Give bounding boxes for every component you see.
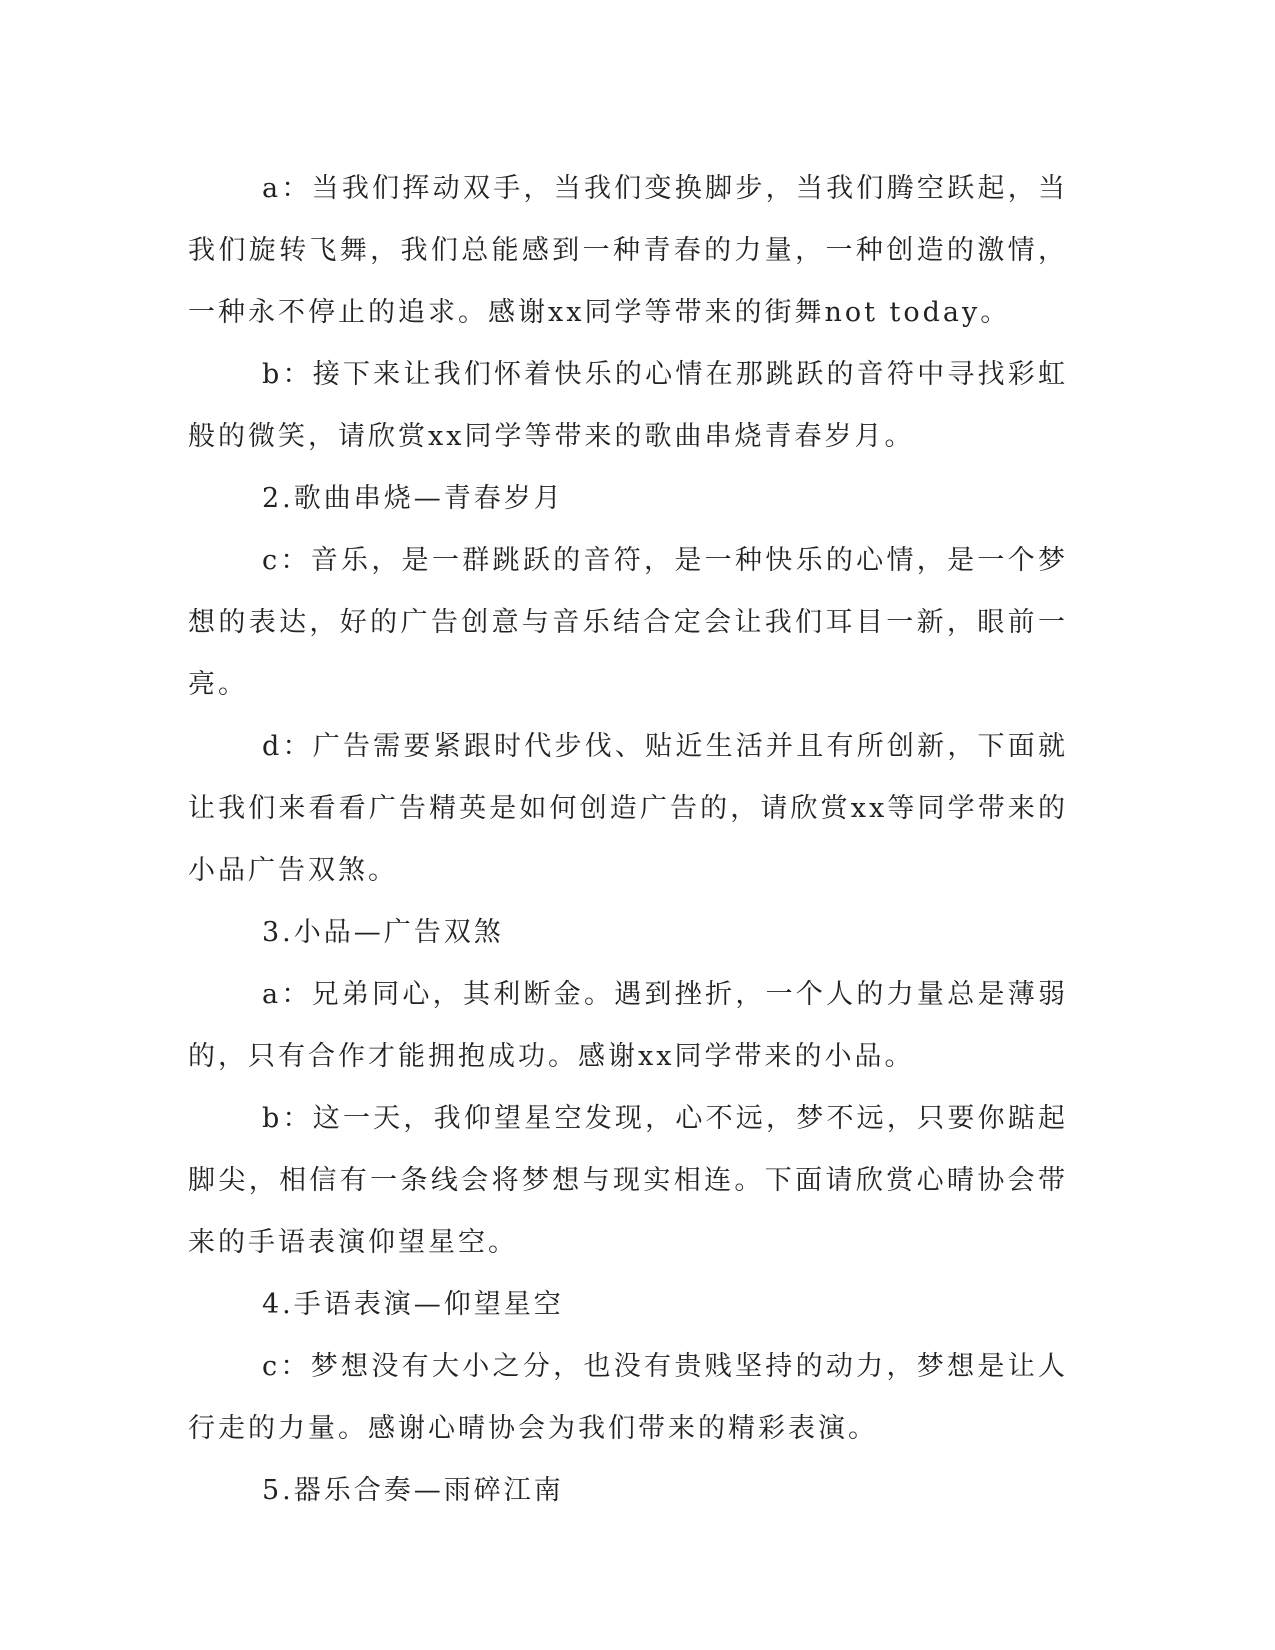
paragraph-b-stargazing-intro: b：这一天，我仰望星空发现，心不远，梦不远，只要你踮起脚尖，相信有一条线会将梦想与现实相连。下面请欣赏心晴协会带来的手语表演仰望星空。: [188, 1103, 1068, 1258]
paragraph-c-music: c：音乐，是一群跳跃的音符，是一种快乐的心情，是一个梦想的表达，好的广告创意与音乐结合定会让我们耳目一新，眼前一亮。: [188, 545, 1068, 700]
program-item-2: 2.歌曲串烧—青春岁月: [262, 483, 564, 514]
paragraph-d-advert-intro: d：广告需要紧跟时代步伐、贴近生活并且有所创新，下面就让我们来看看广告精英是如何创造广告的，请欣赏xx等同学带来的小品广告双煞。: [188, 731, 1068, 886]
program-item-3: 3.小品—广告双煞: [262, 917, 504, 948]
paragraph-c-dreams: c：梦想没有大小之分，也没有贵贱坚持的动力，梦想是让人行走的力量。感谢心晴协会为我们带来的精彩表演。: [188, 1351, 1068, 1444]
paragraph-a-teamwork: a：兄弟同心，其利断金。遇到挫折，一个人的力量总是薄弱的，只有合作才能拥抱成功。感谢xx同学带来的小品。: [188, 979, 1068, 1072]
program-item-5: 5.器乐合奏—雨碎江南: [262, 1475, 564, 1506]
paragraph-b-song-intro: b：接下来让我们怀着快乐的心情在那跳跃的音符中寻找彩虹般的微笑，请欣赏xx同学等带来的歌曲串烧青春岁月。: [188, 359, 1068, 452]
document-body: [188, 158, 1068, 1522]
paragraph-a-streetdance: a：当我们挥动双手，当我们变换脚步，当我们腾空跃起，当我们旋转飞舞，我们总能感到一种青春的力量，一种创造的激情，一种永不停止的追求。感谢xx同学等带来的街舞not today。: [188, 173, 1068, 328]
program-item-4: 4.手语表演—仰望星空: [262, 1289, 564, 1320]
